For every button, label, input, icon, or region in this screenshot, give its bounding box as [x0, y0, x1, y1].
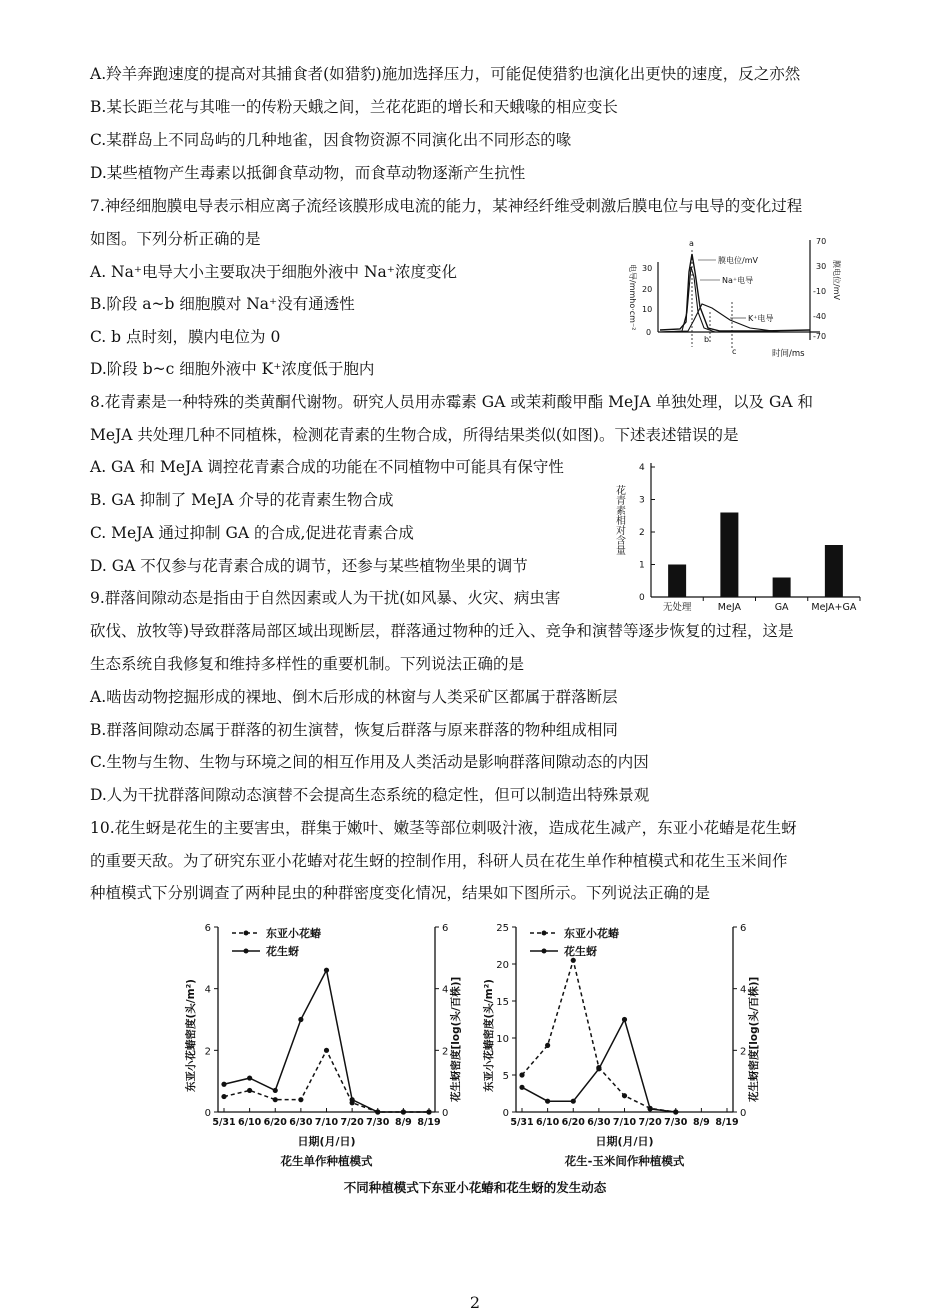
right-tick-label: 2 [442, 1046, 449, 1058]
q9-stem-1: 9.群落间隙动态是指由于自然因素或人为干扰(如风暴、火灾、病虫害 [90, 589, 561, 607]
left-ylabel: 东亚小花蝽密度(头/m²) [483, 979, 495, 1092]
left-tick: 0 [646, 328, 652, 337]
q7-option-c: C. b 点时刻，膜内电位为 0 [90, 328, 281, 346]
bar-ytick-label: 2 [639, 528, 645, 538]
q9-option-a: A.啮齿动物挖掘形成的裸地、倒木后形成的林窗与人类采矿区都属于群落断层 [90, 688, 618, 706]
left-tick-label: 5 [502, 1071, 509, 1082]
data-point [622, 1093, 627, 1098]
chart-title: 花生单作种植模式 [280, 1154, 373, 1168]
q6-option-c: C.某群岛上不同岛屿的几种地雀，因食物资源不同演化出不同形态的喙 [90, 131, 572, 149]
data-point [545, 1099, 550, 1104]
x-tick-label: 6/10 [535, 1117, 560, 1128]
data-point [350, 1097, 355, 1102]
data-point [545, 1043, 550, 1048]
series-line [522, 960, 676, 1112]
data-point [375, 1109, 380, 1114]
legend-label: 花生蚜 [564, 945, 597, 958]
x-tick-label: 5/31 [510, 1117, 534, 1128]
left-tick-label: 2 [204, 1046, 211, 1058]
left-ylabel: 电导/mmho·cm⁻² [628, 264, 637, 331]
left-tick-label: 25 [496, 923, 509, 934]
point-c-label: c [732, 347, 737, 356]
data-point [298, 1017, 303, 1022]
series-line [224, 970, 429, 1112]
data-point [324, 968, 329, 973]
point-b-label: b [704, 335, 710, 344]
bar-ytick-label: 1 [639, 560, 645, 571]
data-point [298, 1097, 303, 1102]
q6-option-a: A.羚羊奔跑速度的提高对其捕食者(如猎豹)施加选择压力，可能促使猎豹也演化出更快的速度，反之亦然 [90, 65, 801, 83]
x-tick-label: 6/30 [289, 1117, 313, 1128]
legend-marker [244, 931, 249, 936]
q9-stem-2: 砍伐、放牧等)导致群落局部区域出现断层，群落通过物种的迁入、竞争和演替等逐步恢复的过程，这是 [90, 622, 794, 640]
x-tick-label: 6/30 [587, 1117, 611, 1128]
x-tick-label: 6/20 [561, 1117, 585, 1128]
q8-option-b: B. GA 抑制了 MeJA 介导的花青素生物合成 [90, 491, 394, 509]
x-tick-label: 7/20 [340, 1117, 364, 1128]
q9-stem-3: 生态系统自我修复和维持多样性的重要机制。下列说法正确的是 [90, 655, 525, 673]
bar-category-label: MeJA [717, 602, 741, 613]
data-point [273, 1097, 278, 1102]
data-point [401, 1109, 406, 1114]
right-tick-label: 0 [442, 1108, 449, 1119]
right-tick-label: 4 [740, 984, 747, 996]
x-tick-label: 7/30 [366, 1117, 390, 1128]
left-tick-label: 0 [204, 1108, 211, 1119]
left-tick-label: 0 [502, 1108, 509, 1119]
right-tick-label: 0 [740, 1108, 747, 1119]
q6-option-b: B.某长距兰花与其唯一的传粉天蛾之间，兰花花距的增长和天蛾喙的相应变长 [90, 98, 618, 116]
q10-stem-1: 10.花生蚜是花生的主要害虫，群集于嫩叶、嫩茎等部位刺吸汁液，造成花生减产，东亚小花蝽是花生蚜 [90, 819, 797, 837]
legend-marker [542, 949, 547, 954]
left-tick: 10 [642, 305, 653, 314]
bar-ytick-label: 0 [639, 593, 645, 603]
q7-stem-1: 7.神经细胞膜电导表示相应离子流经该膜形成电流的能力，某神经纤维受刺激后膜电位与电导的变化过程 [90, 197, 803, 215]
legend-k-conductance: K⁺电导 [748, 314, 774, 323]
q8-option-c: C. MeJA 通过抑制 GA 的合成,促进花青素合成 [90, 524, 414, 542]
x-tick-label: 8/19 [417, 1117, 441, 1128]
bar-ylabel: 花青素相对含量 [613, 485, 625, 555]
right-tick: 70 [816, 237, 827, 246]
left-tick: 20 [642, 285, 653, 294]
x-tick-label: 8/9 [395, 1117, 412, 1128]
data-point [571, 958, 576, 963]
x-tick-label: 7/10 [612, 1117, 637, 1128]
bar-category-label: 无处理 [662, 602, 692, 613]
x-tick-label: 6/10 [237, 1117, 262, 1128]
intercropping-line-chart [478, 915, 768, 1175]
x-tick-label: 7/20 [638, 1117, 662, 1128]
right-tick-label: 2 [740, 1046, 747, 1058]
q9-option-d: D.人为干扰群落间隙动态演替不会提高生态系统的稳定性，但可以制造出特殊景观 [90, 786, 650, 804]
x-label: 日期(月/日) [595, 1135, 654, 1148]
bar-ytick-label: 3 [639, 495, 645, 506]
q6-option-d: D.某些植物产生毒素以抵御食草动物，而食草动物逐渐产生抗性 [90, 164, 526, 182]
left-tick-label: 4 [204, 984, 211, 996]
x-label: 日期(月/日) [297, 1135, 356, 1148]
bar [668, 565, 686, 598]
legend-na-conductance: Na⁺电导 [722, 276, 754, 285]
data-point [273, 1088, 278, 1093]
bar [720, 513, 738, 598]
q10-stem-3: 种植模式下分别调查了两种昆虫的种群密度变化情况，结果如下图所示。下列说法正确的是 [90, 884, 711, 902]
q10-stem-2: 的重要天敌。为了研究东亚小花蝽对花生蚜的控制作用，科研人员在花生单作种植模式和花生玉米间作 [90, 852, 788, 870]
data-point [622, 1017, 627, 1022]
x-tick-label: 7/30 [664, 1117, 688, 1128]
left-tick-label: 15 [496, 997, 509, 1008]
x-tick-label: 5/31 [212, 1117, 236, 1128]
data-point [648, 1106, 653, 1111]
legend-label: 东亚小花蝽 [564, 927, 619, 940]
right-tick: -10 [813, 287, 827, 296]
legend-marker [542, 931, 547, 936]
right-tick: -40 [813, 312, 827, 321]
q8-option-d: D. GA 不仅参与花青素合成的调节，还参与某些植物坐果的调节 [90, 557, 528, 575]
left-tick-label: 10 [496, 1034, 509, 1045]
q7-option-a: A. Na⁺电导大小主要取决于细胞外液中 Na⁺浓度变化 [90, 263, 457, 281]
q9-option-c: C.生物与生物、生物与环境之间的相互作用及人类活动是影响群落间隙动态的内因 [90, 753, 649, 771]
left-tick: 30 [642, 264, 653, 273]
legend-membrane-potential: 膜电位/mV [718, 256, 758, 265]
bar-category-label: GA [774, 602, 789, 613]
data-point [247, 1088, 252, 1093]
data-point [596, 1066, 601, 1071]
page-number: 2 [469, 1293, 481, 1312]
data-point [221, 1094, 226, 1099]
chart-title: 花生-玉米间作种植模式 [564, 1154, 685, 1168]
membrane-potential-chart [620, 232, 850, 362]
right-tick-label: 6 [740, 923, 747, 934]
right-tick: -70 [813, 332, 827, 341]
data-point [519, 1085, 524, 1090]
monoculture-line-chart [180, 915, 470, 1175]
left-tick-label: 6 [204, 923, 211, 934]
legend-label: 花生蚜 [266, 945, 299, 958]
bar-category-label: MeJA+GA [811, 602, 857, 613]
xaxis-label: 时间/ms [772, 349, 805, 359]
data-point [426, 1109, 431, 1114]
q8-stem-1: 8.花青素是一种特殊的类黄酮代谢物。研究人员用赤霉素 GA 或茉莉酸甲酯 MeJA 单独处理，以及 GA 和 [90, 393, 813, 411]
q7-stem-2: 如图。下列分析正确的是 [90, 230, 261, 248]
q8-stem-2: MeJA 共处理几种不同植株，检测花青素的生物合成，所得结果类似(如图)。下述表述错误的是 [90, 426, 739, 444]
data-point [519, 1072, 524, 1077]
left-tick-label: 20 [496, 960, 509, 971]
right-ylabel: 花生蚜密度[log(头/百株)] [450, 976, 462, 1102]
right-tick-label: 4 [442, 984, 449, 996]
data-point [247, 1075, 252, 1080]
bar [773, 578, 791, 598]
x-tick-label: 8/19 [715, 1117, 739, 1128]
data-point [324, 1048, 329, 1053]
anthocyanin-bar-chart [605, 455, 865, 615]
q9-option-b: B.群落间隙动态属于群落的初生演替，恢复后群落与原来群落的物种组成相同 [90, 721, 618, 739]
figure-caption: 不同种植模式下东亚小花蝽和花生蚜的发生动态 [343, 1180, 607, 1195]
right-ylabel: 花生蚜密度[log(头/百株)] [748, 976, 760, 1102]
q7-option-d: D.阶段 b~c 细胞外液中 K⁺浓度低于胞内 [90, 360, 375, 378]
legend-label: 东亚小花蝽 [266, 927, 321, 940]
bar [825, 545, 843, 597]
legend-marker [244, 949, 249, 954]
bar-ytick-label: 4 [639, 463, 645, 473]
right-tick: 30 [816, 262, 827, 271]
data-point [571, 1099, 576, 1104]
x-tick-label: 8/9 [693, 1117, 710, 1128]
x-tick-label: 7/10 [314, 1117, 339, 1128]
q8-option-a: A. GA 和 MeJA 调控花青素合成的功能在不同植物中可能具有保守性 [90, 458, 564, 476]
x-tick-label: 6/20 [263, 1117, 287, 1128]
q7-option-b: B.阶段 a~b 细胞膜对 Na⁺没有通透性 [90, 295, 355, 313]
data-point [673, 1109, 678, 1114]
right-ylabel: 膜电位/mV [832, 260, 841, 300]
right-tick-label: 6 [442, 923, 449, 934]
membrane-potential-curve [660, 254, 810, 331]
left-ylabel: 东亚小花蝽密度(头/m²) [185, 979, 197, 1092]
point-a-label: a [689, 239, 694, 248]
data-point [221, 1082, 226, 1087]
